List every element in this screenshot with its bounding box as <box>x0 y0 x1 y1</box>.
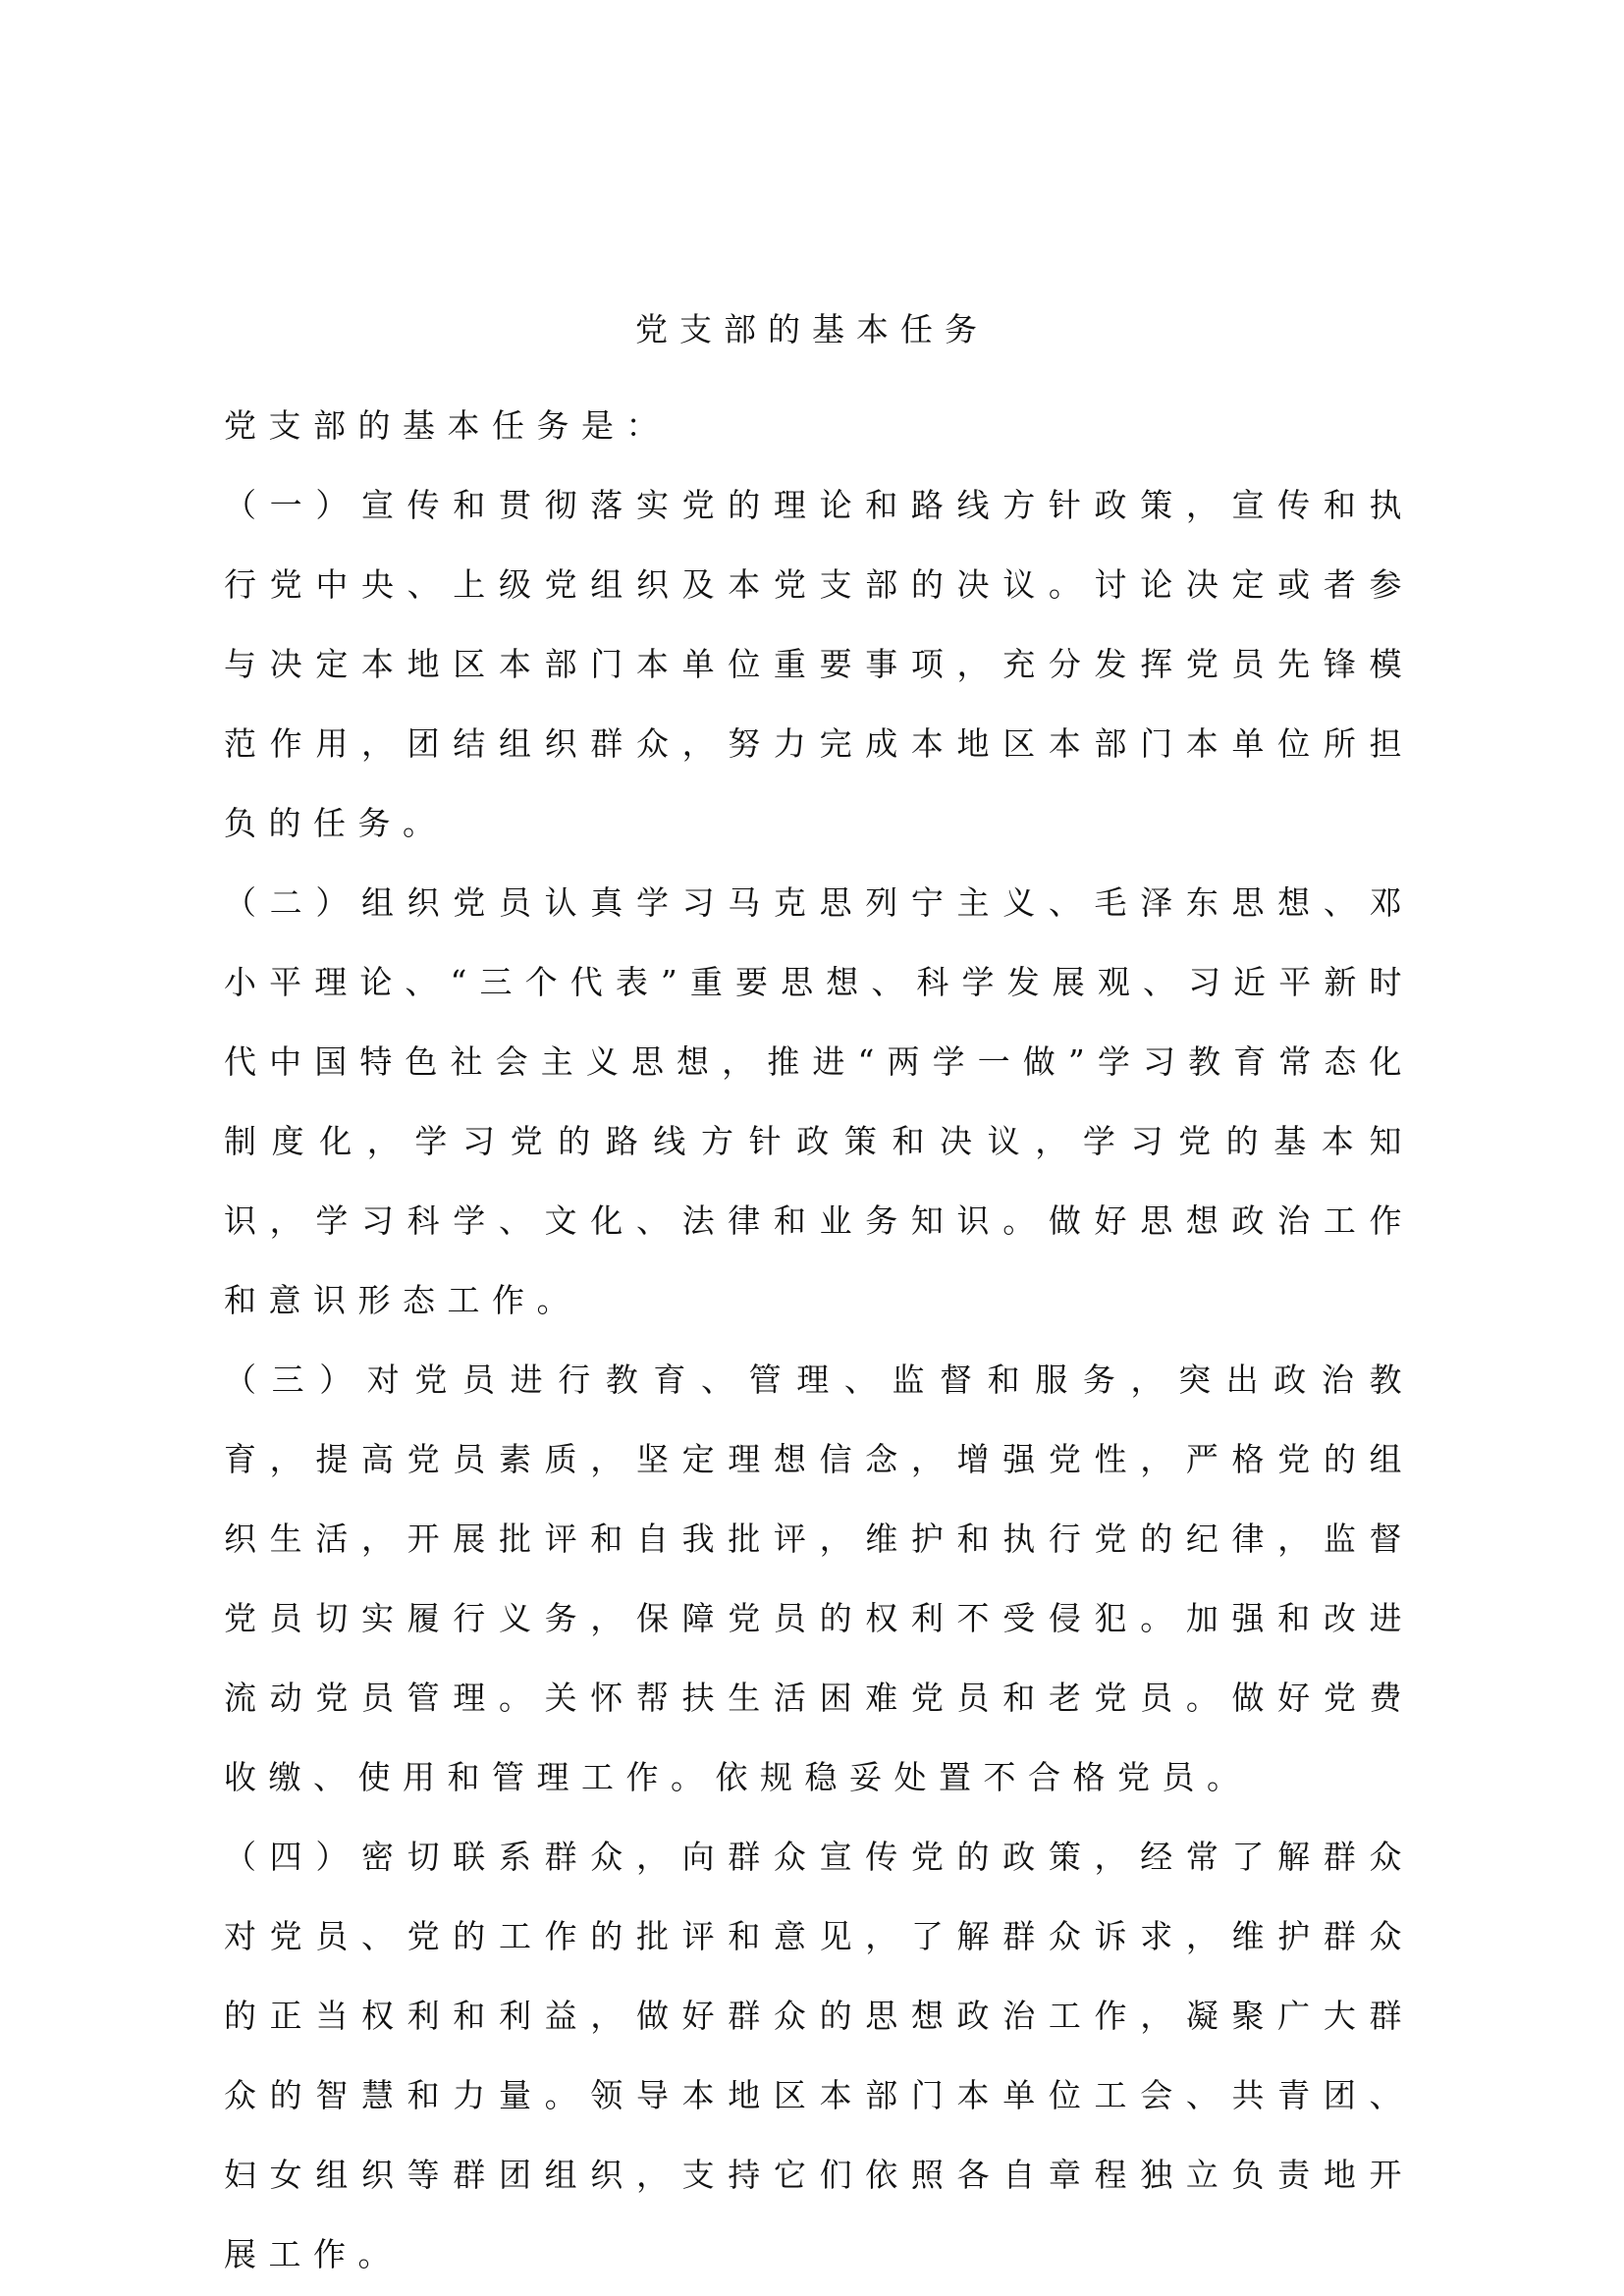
document-title: 党支部的基本任务 <box>635 310 989 348</box>
paragraph-3: （三）对党员进行教育、管理、监督和服务，突出政治教育，提高党员素质，坚定理想信念，增强党性，严格党的组织生活，开展批评和自我批评，维护和执行党的纪律，监督党员切实履行义务，保障党员的权利不受侵犯。加强和改进流动党员管理。关怀帮扶生活困难党员和老党员。做好党费收缴、使用和管理工作。依规稳妥处置不合格党员。 <box>224 1361 1414 1796</box>
intro-paragraph: 党支部的基本任务是： <box>224 406 671 445</box>
paragraph-1: （一）宣传和贯彻落实党的理论和路线方针政策，宣传和执行党中央、上级党组织及本党支部的决议。讨论决定或者参与决定本地区本部门本单位重要事项，充分发挥党员先锋模范作用，团结组织群众，努力完成本地区本部门本单位所担负的任务。 <box>224 486 1414 842</box>
paragraph-2: （二）组织党员认真学习马克思列宁主义、毛泽东思想、邓小平理论、“三个代表”重要思想、科学发展观、习近平新时代中国特色社会主义思想，推进“两学一做”学习教育常态化制度化，学习党的路线方针政策和决议，学习党的基本知识，学习科学、文化、法律和业务知识。做好思想政治工作和意识形态工作。 <box>224 883 1414 1319</box>
paragraph-4: （四）密切联系群众，向群众宣传党的政策，经常了解群众对党员、党的工作的批评和意见，了解群众诉求，维护群众的正当权利和利益，做好群众的思想政治工作，凝聚广大群众的智慧和力量。领导本地区本部门本单位工会、共青团、妇女组织等群团组织，支持它们依照各自章程独立负责地开展工作。 <box>224 1838 1414 2273</box>
document-body <box>224 386 1414 2294</box>
